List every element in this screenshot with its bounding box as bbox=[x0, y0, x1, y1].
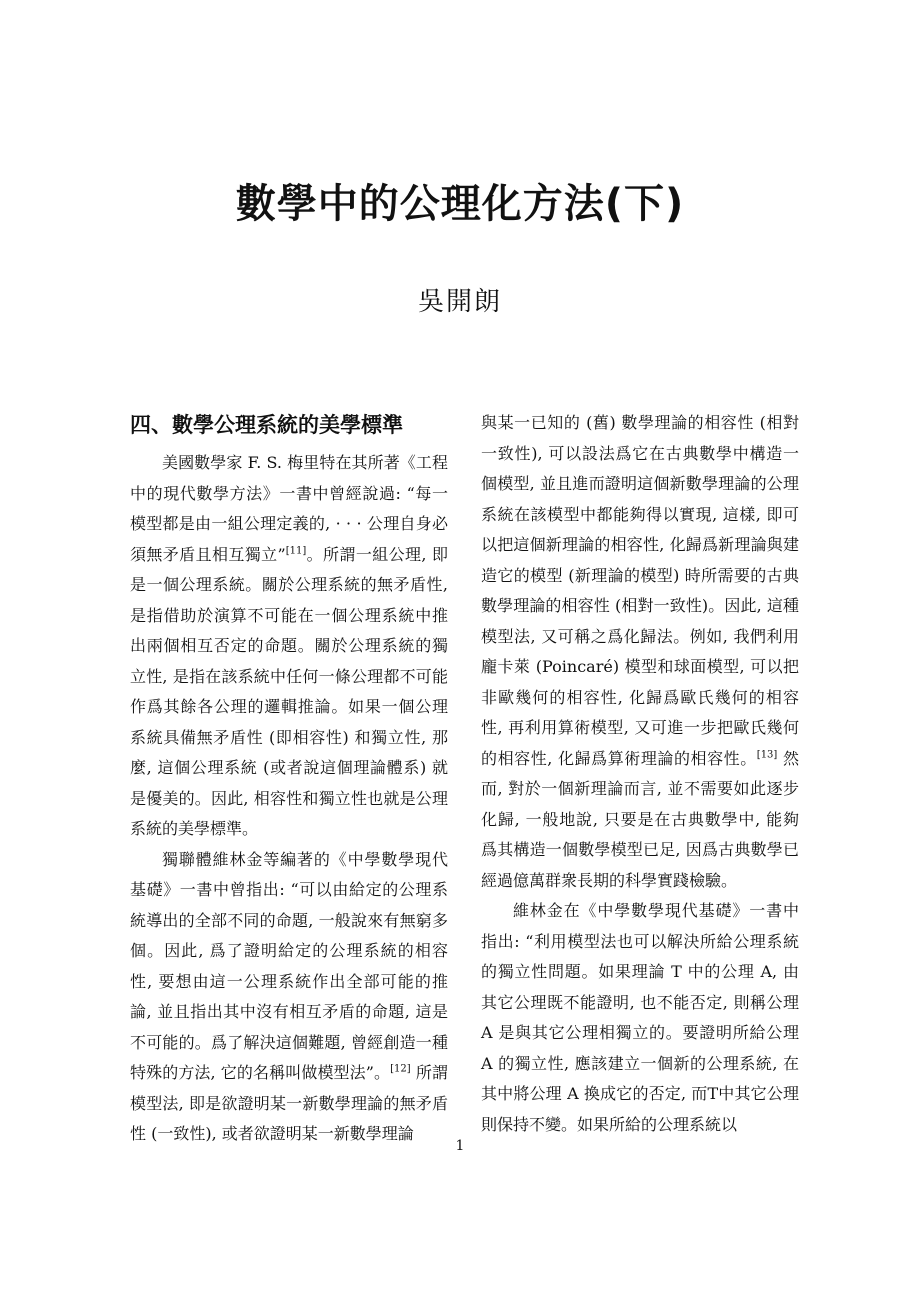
page-number: 1 bbox=[455, 1138, 465, 1154]
paragraph-text: 與某一已知的 (舊) 數學理論的相容性 (相對一致性), 可以設法爲它在古典數學中構造一個模型, 並且進而證明這個新數學理論的公理系統在該模型中都能夠得以實現, 這樣, 即可以把這個新理論的相容性, 化歸爲新理論與建造它的模型 (新理論的模型) 時所需要的古典數學理論的相容性 (相對一致性)。因此, 這種模型法, 又可稱之爲化歸法。例如, 我們利用龐卡萊 (Poincaré) 模型和球面模型, 可以把非歐幾何的相容性, 化歸爲歐氏幾何的相容性, 再利用算術模型, 又可進一步把歐氏幾何的相容性, 化歸爲算術理論的相容性。 bbox=[481, 413, 799, 768]
paragraph-text: 維林金在《中學數學現代基礎》一書中指出: “利用模型法也可以解決所給公理系統的獨立性問題。如果理論 T 中的公理 A, 由其它公理既不能證明, 也不能否定, 則稱公理 A 是與其它公理相獨立的。要證明所給公理 A 的獨立性, 應該建立一個新的公理系統, 在其中將公理 A 換成它的否定, 而T中其它公理則保持不變。如果所給的公理系統以 bbox=[481, 901, 799, 1134]
right-column bbox=[481, 408, 799, 1140]
section-heading: 四、數學公理系統的美學標準 bbox=[130, 413, 403, 437]
paragraph-model-method bbox=[130, 845, 448, 1150]
paragraph-text: 獨聯體維林金等編著的《中學數學現代基礎》一書中曾指出: “可以由給定的公理系統導出的全部不同的命題, 一般說來有無窮多個。因此, 爲了證明給定的公理系統的相容性, 要想由這一公理系統作出全部可能的推論, 並且指出其中沒有相互矛盾的命題, 這是不可能的。爲了解決這個難題, 曾經創造一種特殊的方法, 它的名稱叫做模型法”。 bbox=[130, 849, 448, 1082]
paragraph-text: 所謂模型法, 即是欲證明某一新數學理論的無矛盾性 (一致性), 或者欲證明某一新數學理論 bbox=[130, 1063, 448, 1143]
paper-title: 數學中的公理化方法(下) bbox=[235, 181, 685, 227]
paragraph-independence bbox=[481, 896, 799, 1140]
paragraph-continuation bbox=[481, 408, 799, 896]
paragraph-text: 美國數學家 F. S. 梅里特在其所著《工程中的現代數學方法》一書中曾經說過: “每一模型都是由一組公理定義的, · · · 公理自身必須無矛盾且相互獨立” bbox=[130, 453, 448, 564]
left-column bbox=[130, 408, 448, 1150]
paragraph-text: 然而, 對於一個新理論而言, 並不需要如此逐步化歸, 一般地說, 只要是在古典數學中, 能夠爲其構造一個數學模型已足, 因爲古典數學已經過億萬群衆長期的科學實踐檢驗。 bbox=[481, 748, 799, 890]
author-name: 吳開朗 bbox=[417, 287, 502, 317]
citation-13: [13] bbox=[756, 749, 778, 761]
citation-11: [11] bbox=[285, 545, 307, 557]
paragraph-text: 。所謂一組公理, 即是一個公理系統。關於公理系統的無矛盾性, 是指借助於演算不可能在一個公理系統中推出兩個相互否定的命題。關於公理系統的獨立性, 是指在該系統中任何一條公理都不可能作爲其餘各公理的邏輯推論。如果一個公理系統具備無矛盾性 (即相容性) 和獨立性, 那麼, 這個公理系統 (或者說這個理論體系) 就是優美的。因此, 相容性和獨立性也就是公理系統的美學標準。 bbox=[130, 544, 448, 838]
paragraph-aesthetic-criteria bbox=[130, 448, 448, 845]
citation-12: [12] bbox=[390, 1063, 411, 1075]
